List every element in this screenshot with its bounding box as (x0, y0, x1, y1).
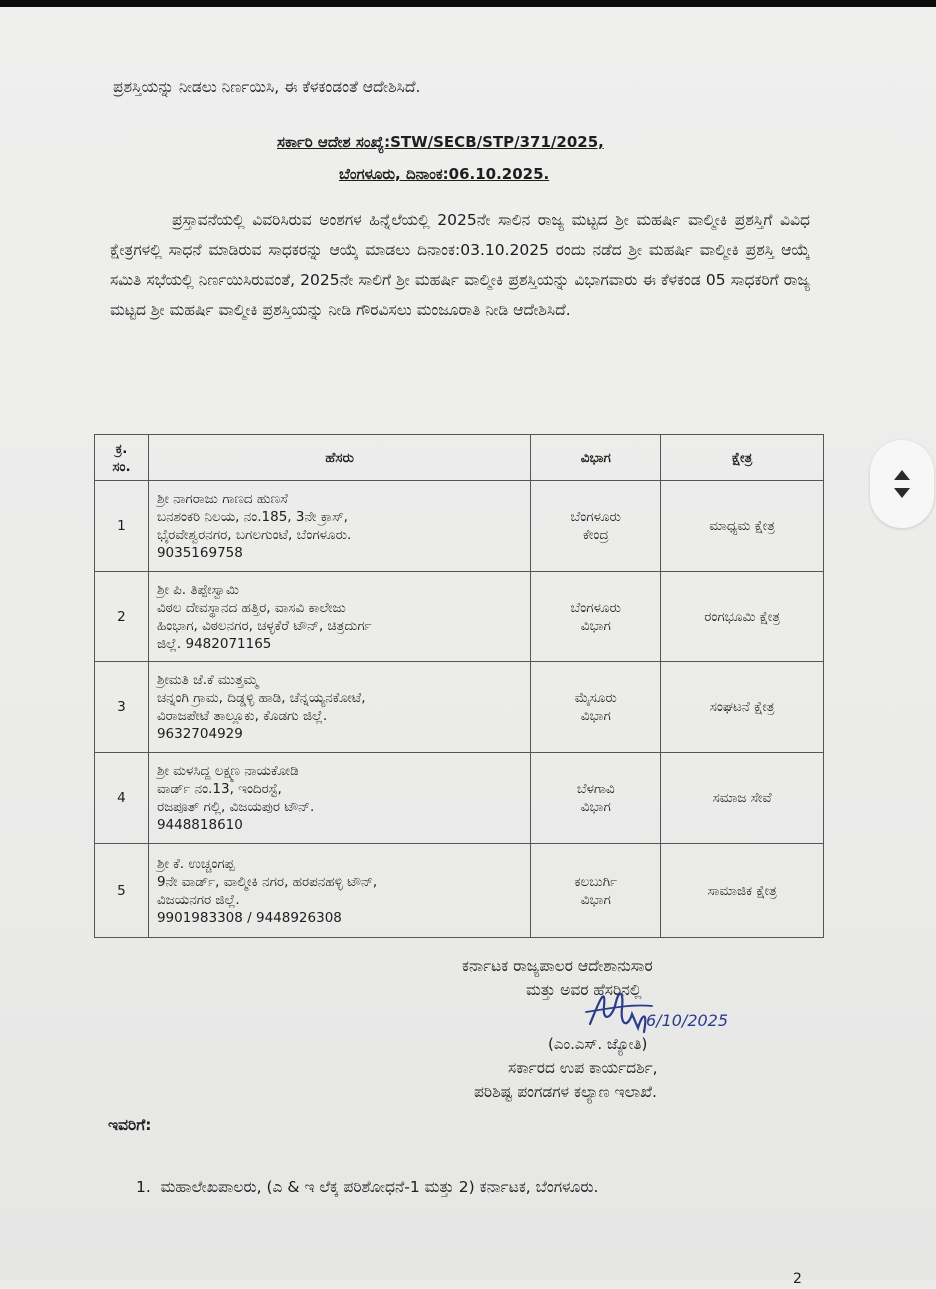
name-address-line: ಬನಶಂಕರಿ ನಿಲಯ, ನಂ.185, 3ನೇ ಕ್ರಾಸ್, (156, 509, 348, 525)
name-address-line: 9035169758 (156, 545, 243, 561)
signatory-department: ಪರಿಶಿಷ್ಟ ಪಂಗಡಗಳ ಕಲ್ಯಾಣ ಇಲಾಖೆ. (474, 1083, 657, 1101)
name-address-line: 9ನೇ ವಾರ್ಡ್, ವಾಲ್ಮೀಕಿ ನಗರ, ಹರಪನಹಳ್ಳಿ ಟೌನ್, (156, 873, 378, 890)
row-name-address (148, 753, 530, 844)
division-line: ವಿಭಾಗ (580, 891, 611, 908)
table-row (95, 481, 824, 572)
division-line: ಬೆಂಗಳೂರು (570, 509, 621, 525)
signature-on-behalf-line: ಮತ್ತು ಅವರ ಹೆಸರಿನಲ್ಲಿ (526, 981, 642, 999)
row-division (531, 662, 661, 753)
row-serial-number: 3 (95, 662, 149, 753)
signatory-name: (ಎಂ.ಎಸ್. ಜ್ಯೋತಿ) (548, 1035, 648, 1053)
name-address-line: ವಿರಾಜಪೇಟೆ ತಾಲ್ಲೂಕು, ಕೊಡಗು ಜಿಲ್ಲೆ. (156, 708, 328, 724)
signatory-designation: ಸರ್ಕಾರದ ಉಪ ಕಾರ್ಯದರ್ಶಿ, (508, 1059, 658, 1077)
row-name-address (148, 662, 530, 753)
table-row (95, 572, 824, 662)
name-address-line: ವಿಠಲ ದೇವಸ್ಥಾನದ ಹತ್ತಿರ, ವಾಸವಿ ಕಾಲೇಜು (156, 599, 346, 616)
to-label: ಇವರಿಗೆ: (108, 1116, 152, 1134)
row-serial-number: 5 (95, 844, 149, 938)
division-line: ಕಲಬುರ್ಗಿ (574, 873, 618, 890)
recipient-text: ಮಹಾಲೇಖಪಾಲರು, (ಎ & ಇ ಲೆಕ್ಕ ಪರಿಶೋಧನೆ-1 ಮತ್ತು 2) ಕರ್ನಾಟಕ, ಬೆಂಗಳೂರು. (160, 1178, 599, 1196)
order-number: ಸರ್ಕಾರಿ ಆದೇಶ ಸಂಖ್ಯೆ:STW/SECB/STP/371/2025, (277, 133, 604, 151)
name-address-line: ಶ್ರೀ ಮಳಸಿದ್ದ ಲಕ್ಷ್ಮಣ ನಾಯಕೋಡಿ (156, 763, 299, 779)
row-serial-number: 2 (95, 572, 149, 662)
top-bar (0, 0, 936, 7)
division-line: ಮೈಸೂರು (574, 690, 617, 706)
table-body (95, 481, 824, 938)
division-line: ವಿಭಾಗ (580, 708, 611, 724)
row-field: ಮಾಧ್ಯಮ ಕ್ಷೇತ್ರ (661, 481, 824, 572)
name-address-line: ವಾರ್ಡ್ ನಂ.13, ಇಂದಿರಸ್ಟೆ, (156, 781, 282, 797)
up-down-arrows-icon (870, 440, 934, 528)
division-line: ವಿಭಾಗ (580, 799, 611, 815)
name-address-line: 9901983308 / 9448926308 (156, 909, 342, 926)
name-address-line: ವಿಜಯನಗರ ಜಿಲ್ಲೆ. (156, 891, 240, 908)
row-name-address (148, 844, 530, 938)
signature-authority-line: ಕರ್ನಾಟಕ ರಾಜ್ಯಪಾಲರ ಆದೇಶಾನುಸಾರ (462, 957, 653, 975)
table-row (95, 753, 824, 844)
table-row (95, 662, 824, 753)
row-field: ರಂಗಭೂಮಿ ಕ್ಷೇತ್ರ (661, 572, 824, 662)
recipient-item (136, 1175, 812, 1199)
header-sl-no (95, 435, 149, 481)
division-line: ಬೆಳಗಾವಿ (576, 781, 615, 797)
name-address-line: ಭೈರವೇಶ್ವರನಗರ, ಬಗಲಗುಂಟೆ, ಬೆಂಗಳೂರು. (156, 527, 352, 543)
row-division (531, 572, 661, 662)
row-division (531, 844, 661, 938)
recipient-number: 1. (136, 1178, 151, 1196)
name-address-line: ರಜಪೂತ್ ಗಲ್ಲಿ, ವಿಜಯಪುರ ಟೌನ್. (156, 799, 315, 815)
header-sl-no-line2: ಸಂ. (112, 458, 131, 475)
name-address-line: ಹಿಂಭಾಗ, ವಿಠಲನಗರ, ಚಳ್ಳಕೆರೆ ಟೌನ್, ಚಿತ್ರದುರ್ಗ (156, 617, 372, 634)
name-address-line: 9448818610 (156, 817, 243, 833)
name-address-line: ಚನ್ನಂಗಿ ಗ್ರಾಮ, ದಿಡ್ಡಳ್ಳಿ ಹಾಡಿ, ಚೆನ್ನಯ್ಯನಕೋಟೆ, (156, 690, 366, 706)
awardee-table (94, 434, 824, 938)
scroll-control-button[interactable] (870, 440, 934, 528)
order-place-date: ಬೆಂಗಳೂರು, ದಿನಾಂಕ:06.10.2025. (339, 165, 550, 183)
row-serial-number: 1 (95, 481, 149, 572)
header-sl-no-line1: ಕ್ರ. (115, 440, 128, 457)
row-field: ಸಾಮಾಜಿಕ ಕ್ಷೇತ್ರ (661, 844, 824, 938)
name-address-line: ಶ್ರೀ ಕೆ. ಉಚ್ಚಂಗಪ್ಪ (156, 855, 235, 872)
row-division (531, 753, 661, 844)
page-number: 2 (793, 1271, 802, 1287)
row-field: ಸಂಘಟನೆ ಕ್ಷೇತ್ರ (661, 662, 824, 753)
name-address-line: ಶ್ರೀಮತಿ ಜೆ.ಕೆ ಮುತ್ತಮ್ಮ (156, 672, 259, 688)
division-line: ಕೇಂದ್ರ (582, 527, 609, 543)
name-address-line: 9632704929 (156, 726, 243, 742)
row-name-address (148, 572, 530, 662)
body-paragraph: ಪ್ರಸ್ತಾವನೆಯಲ್ಲಿ ವಿವರಿಸಿರುವ ಅಂಶಗಳ ಹಿನ್ನೆಲೆಯಲ್ಲಿ 2025ನೇ ಸಾಲಿನ ರಾಜ್ಯ ಮಟ್ಟದ ಶ್ರೀ ಮಹರ್ಷಿ ವಾಲ್ಮೀಕಿ ಪ್ರಶಸ್ತಿಗೆ ವಿವಿಧ ಕ್ಷೇತ್ರಗಳಲ್ಲಿ ಸಾಧನೆ ಮಾಡಿರುವ ಸಾಧಕರನ್ನು ಆಯ್ಕೆ ಮಾಡಲು ದಿನಾಂಕ:03.10.2025 ರಂದು ನಡೆದ ಶ್ರೀ ಮಹರ್ಷಿ ವಾಲ್ಮೀಕಿ ಪ್ರಶಸ್ತಿ ಆಯ್ಕೆ ಸಮಿತಿ ಸಭೆಯಲ್ಲಿ ನಿರ್ಣಯಿಸಿರುವಂತೆ, 2025ನೇ ಸಾಲಿಗೆ ಶ್ರೀ ಮಹರ್ಷಿ ವಾಲ್ಮೀಕಿ ಪ್ರಶಸ್ತಿಯನ್ನು ವಿಭಾಗವಾರು ಈ ಕೆಳಕಂಡ 05 ಸಾಧಕರಿಗೆ ರಾಜ್ಯ ಮಟ್ಟದ ಶ್ರೀ ಮಹರ್ಷಿ ವಾಲ್ಮೀಕಿ ಪ್ರಶಸ್ತಿಯನ್ನು ನೀಡಿ ಗೌರವಿಸಲು ಮಂಜೂರಾತಿ ನೀಡಿ ಆದೇಶಿಸಿದೆ. (110, 211, 810, 319)
row-division (531, 481, 661, 572)
signature-date-text: 6/10/2025 (646, 1011, 729, 1030)
header-field: ಕ್ಷೇತ್ರ (661, 435, 824, 481)
row-field: ಸಮಾಜ ಸೇವೆ (661, 753, 824, 844)
table-header-row (95, 435, 824, 481)
document-page (0, 7, 936, 1287)
name-address-line: ಶ್ರೀ ನಾಗರಾಜು ಗಾಣದ ಹುಣಸೆ (156, 491, 288, 507)
division-line: ಬೆಂಗಳೂರು (570, 599, 621, 616)
header-name: ಹೆಸರು (148, 435, 530, 481)
name-address-line: ಶ್ರೀ ಪಿ. ತಿಪ್ಪೇಸ್ವಾಮಿ (156, 581, 239, 598)
header-division: ವಿಭಾಗ (531, 435, 661, 481)
table-row (95, 844, 824, 938)
row-serial-number: 4 (95, 753, 149, 844)
division-line: ವಿಭಾಗ (580, 617, 611, 634)
row-name-address (148, 481, 530, 572)
handwritten-signature (582, 974, 732, 1040)
intro-line: ಪ್ರಶಸ್ತಿಯನ್ನು ನೀಡಲು ನಿರ್ಣಯಿಸಿ, ಈ ಕೆಳಕಂಡಂತೆ ಆದೇಶಿಸಿದೆ. (113, 78, 421, 96)
name-address-line: ಜಿಲ್ಲೆ. 9482071165 (156, 635, 272, 652)
